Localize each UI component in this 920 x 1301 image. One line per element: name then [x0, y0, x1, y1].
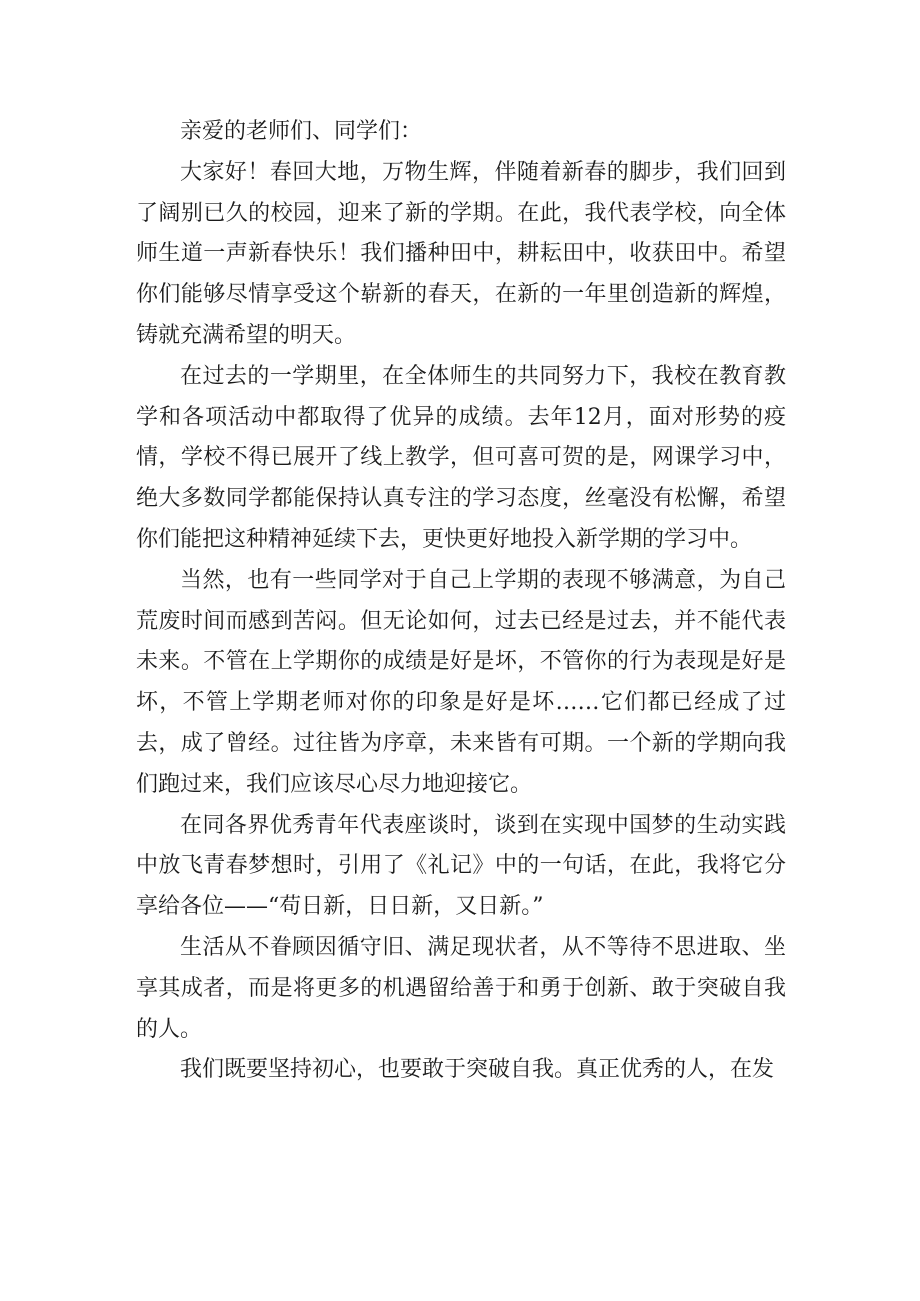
document-page [136, 112, 786, 1091]
paragraph-5: 生活从不眷顾因循守旧、满足现状者，从不等待不思进取、坐享其成者，而是将更多的机遇留给善于和勇于创新、敢于突破自我的人。 [136, 934, 786, 1042]
paragraph-2: 在过去的一学期里，在全体师生的共同努力下，我校在教育教学和各项活动中都取得了优异的成绩。去年12月，面对形势的疫情，学校不得已展开了线上教学，但可喜可贺的是，网课学习中，绝大多数同学都能保持认真专注的学习态度，丝毫没有松懈，希望你们能把这种精神延续下去，更快更好地投入新学期的学习中。 [136, 363, 786, 552]
greeting-line: 亲爱的老师们、同学们： [180, 119, 423, 144]
paragraph-3: 当然，也有一些同学对于自己上学期的表现不够满意，为自己荒废时间而感到苦闷。但无论如何，过去已经是过去，并不能代表未来。不管在上学期你的成绩是好是坏，不管你的行为表现是好是坏，不管上学期老师对你的印象是好是坏……它们都已经成了过去，成了曾经。过往皆为序章，未来皆有可期。一个新的学期向我们跑过来，我们应该尽心尽力地迎接它。 [136, 567, 786, 797]
paragraph-4: 在同各界优秀青年代表座谈时，谈到在实现中国梦的生动实践中放飞青春梦想时，引用了《礼记》中的一句话，在此，我将它分享给各位——“苟日新，日日新，又日新。” [136, 812, 786, 920]
paragraph-6: 我们既要坚持初心，也要敢于突破自我。真正优秀的人，在发 [180, 1057, 775, 1083]
paragraph-1: 大家好！春回大地，万物生辉，伴随着新春的脚步，我们回到了阔别已久的校园，迎来了新的学期。在此，我代表学校，向全体师生道一声新春快乐！我们播种田中，耕耘田中，收获田中。希望你们能够尽情享受这个崭新的春天，在新的一年里创造新的辉煌，铸就充满希望的明天。 [136, 159, 786, 348]
